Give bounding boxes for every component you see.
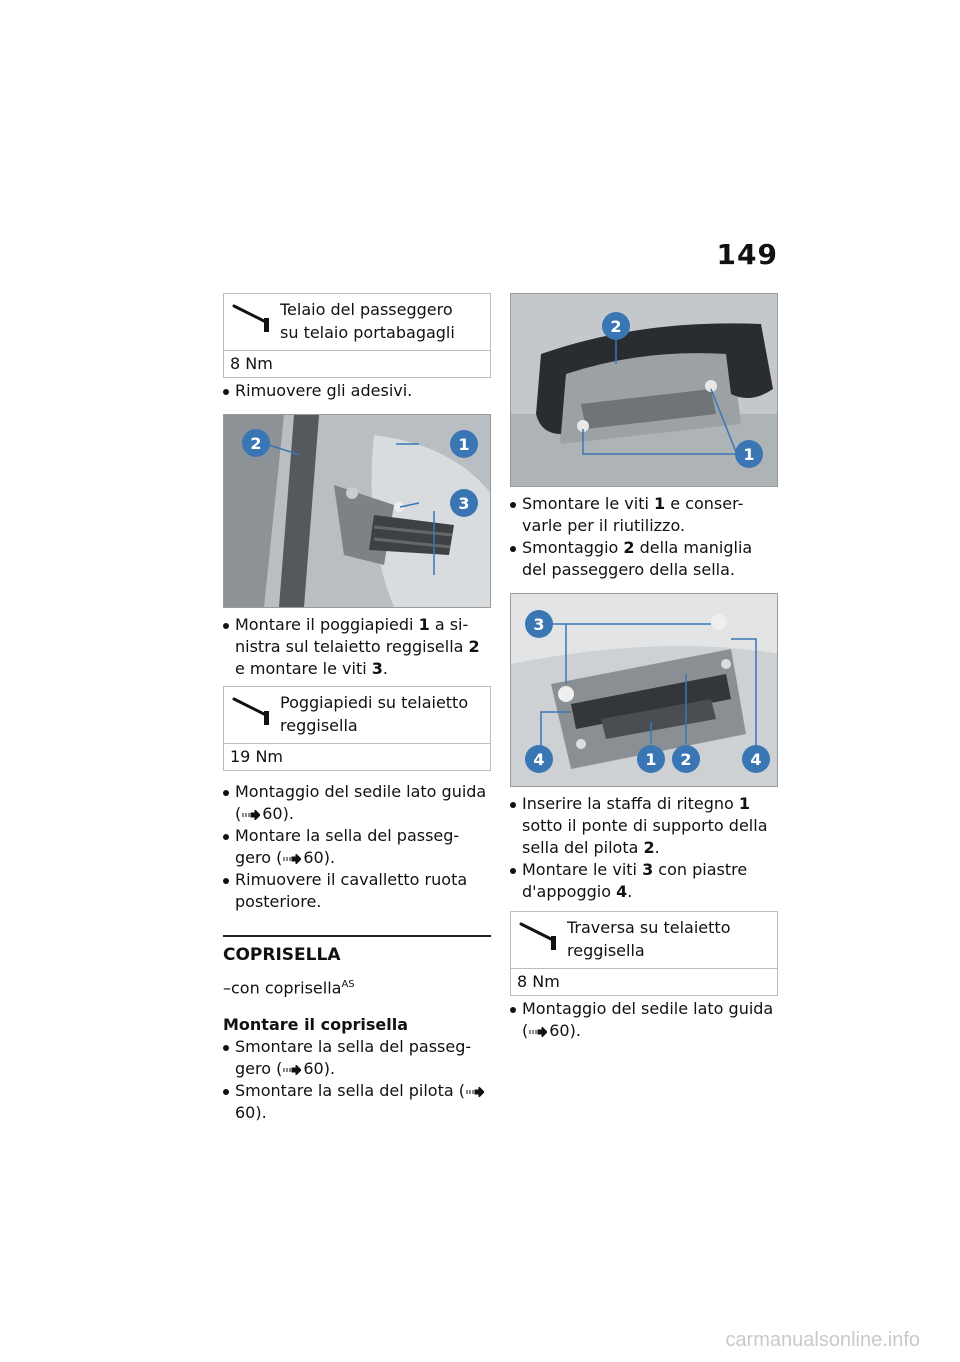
svg-text:1: 1 xyxy=(743,445,755,464)
step-seat-final: Montaggio del sedile lato guida ( 60). xyxy=(510,998,778,1042)
step-remove-handle: Smontaggio 2 della maniglia del passeggero della sella. xyxy=(510,537,778,581)
step-remove-passenger-seat: Smontare la sella del passeg-gero ( 60). xyxy=(223,1036,491,1080)
figure-seat-bracket xyxy=(510,593,778,787)
svg-text:4: 4 xyxy=(750,750,762,769)
svg-text:3: 3 xyxy=(458,494,470,513)
svg-text:2: 2 xyxy=(250,434,262,453)
section-divider xyxy=(223,935,491,937)
torque-wrench-icon xyxy=(517,916,561,954)
section-title: COPRISELLA xyxy=(223,945,341,965)
torque-desc: Traversa su telaietto xyxy=(567,918,731,937)
callout-marker xyxy=(450,430,478,458)
torque-wrench-icon xyxy=(230,298,274,336)
callout-marker xyxy=(525,610,553,638)
callout-marker xyxy=(450,489,478,517)
callout-marker xyxy=(742,745,770,773)
torque-box xyxy=(223,293,491,378)
torque-desc: reggisella xyxy=(567,941,645,960)
svg-text:4: 4 xyxy=(533,750,545,769)
torque-box xyxy=(510,911,778,996)
callout-marker xyxy=(672,745,700,773)
right-column xyxy=(510,293,778,1042)
page-ref-arrow-icon xyxy=(466,1087,484,1097)
left-column xyxy=(223,293,491,1124)
callout-marker xyxy=(525,745,553,773)
page-number: 149 xyxy=(716,238,778,271)
figure-passenger-handle xyxy=(510,293,778,487)
torque-box xyxy=(223,686,491,771)
torque-wrench-icon xyxy=(230,691,274,729)
step-mount-screws: Montare le viti 3 con piastre d'appoggio 4. xyxy=(510,859,778,903)
equipment-condition: –con coprisella$^{AS}$ xyxy=(223,978,355,998)
figure-footrest xyxy=(223,414,491,608)
step-insert-bracket: Inserire la staffa di ritegno 1 sotto il ponte di supporto della sella del pilota 2. xyxy=(510,793,778,859)
torque-value: 8 Nm xyxy=(230,354,273,373)
step-remove-screws: Smontare le viti 1 e conser-varle per il riutilizzo. xyxy=(510,493,778,537)
svg-text:3: 3 xyxy=(533,615,545,634)
torque-value: 8 Nm xyxy=(517,972,560,991)
step-seat-passenger: Montare la sella del passeg-gero ( 60). xyxy=(223,825,491,869)
step-remove-rider-seat: Smontare la sella del pilota (60). xyxy=(223,1080,491,1124)
svg-text:2: 2 xyxy=(610,317,622,336)
torque-desc: Poggiapiedi su telaietto xyxy=(280,693,469,712)
torque-desc: reggisella xyxy=(280,716,358,735)
svg-text:1: 1 xyxy=(645,750,657,769)
torque-value: 19 Nm xyxy=(230,747,283,766)
page-ref-arrow-icon xyxy=(242,810,260,820)
torque-desc: Telaio del passeggero xyxy=(280,300,453,319)
step-remove-stand: Rimuovere il cavalletto ruota posteriore. xyxy=(223,869,491,913)
callout-marker xyxy=(735,440,763,468)
page-ref-arrow-icon xyxy=(283,854,301,864)
callout-marker xyxy=(637,745,665,773)
callout-marker xyxy=(242,429,270,457)
watermark: carmanualsonline.info xyxy=(725,1329,920,1351)
svg-text:1: 1 xyxy=(458,435,470,454)
torque-desc: su telaio portabagagli xyxy=(280,323,455,342)
step-seat-rider: Montaggio del sedile lato guida ( 60). xyxy=(223,781,491,825)
step-footrest: Montare il poggiapiedi 1 a si-nistra sul telaietto reggisella 2 e montare le viti 3. xyxy=(223,614,491,680)
page-ref-arrow-icon xyxy=(529,1027,547,1037)
procedure-title: Montare il coprisella xyxy=(223,1015,409,1035)
page-ref-arrow-icon xyxy=(283,1065,301,1075)
step-remove-stickers: Rimuovere gli adesivi. xyxy=(223,380,491,402)
svg-text:2: 2 xyxy=(680,750,692,769)
callout-marker xyxy=(602,312,630,340)
